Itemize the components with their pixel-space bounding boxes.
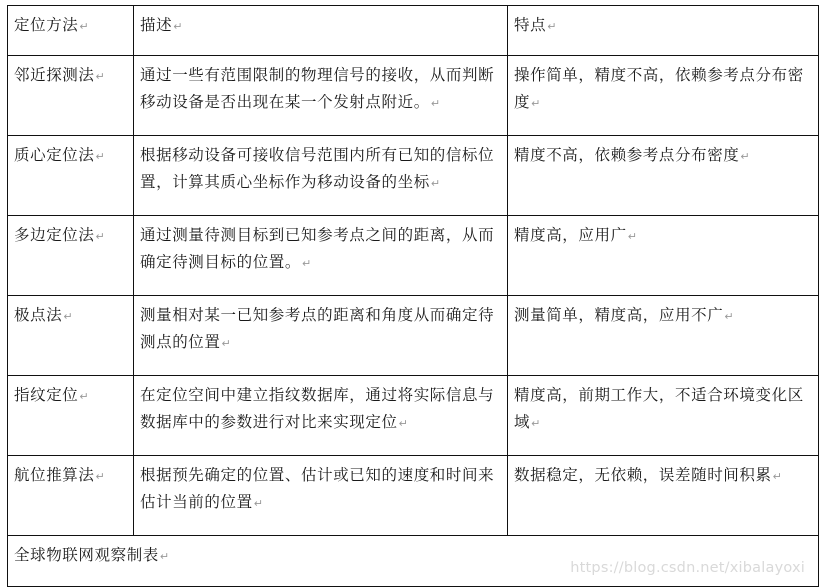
paragraph-mark-icon: ↵ [627,230,638,243]
description-cell: 通过测量待测目标到已知参考点之间的距离，从而确定待测目标的位置。↵ [134,216,508,296]
paragraph-mark-icon: ↵ [95,230,106,243]
watermark: https://blog.csdn.net/xibalayoxi [570,560,805,576]
paragraph-mark-icon: ↵ [173,20,184,33]
table-row [8,56,819,136]
table-row [8,456,819,536]
table-row [8,376,819,456]
table-row [8,136,819,216]
features-cell: 精度高，应用广↵ [508,216,819,296]
features-cell: 操作简单，精度不高，依赖参考点分布密度↵ [508,56,819,136]
method-cell: 极点法↵ [8,296,134,376]
header-cell-features: 特点↵ [508,6,819,56]
positioning-methods-table [7,5,819,587]
description-cell: 根据预先确定的位置、估计或已知的速度和时间来估计当前的位置↵ [134,456,508,536]
method-cell: 多边定位法↵ [8,216,134,296]
features-cell: 精度高，前期工作大，不适合环境变化区域↵ [508,376,819,456]
method-cell: 指纹定位↵ [8,376,134,456]
features-cell: 精度不高，依赖参考点分布密度↵ [508,136,819,216]
table-header-row [8,6,819,56]
paragraph-mark-icon: ↵ [531,97,541,110]
paragraph-mark-icon: ↵ [253,497,264,510]
paragraph-mark-icon: ↵ [430,177,441,190]
features-cell: 测量简单，精度高，应用不广↵ [508,296,819,376]
paragraph-mark-icon: ↵ [724,310,735,323]
paragraph-mark-icon: ↵ [772,470,783,483]
paragraph-mark-icon: ↵ [95,150,106,163]
method-cell: 航位推算法↵ [8,456,134,536]
paragraph-mark-icon: ↵ [95,470,106,483]
paragraph-mark-icon: ↵ [398,417,409,430]
paragraph-mark-icon: ↵ [79,20,90,33]
paragraph-mark-icon: ↵ [740,150,751,163]
table-row [8,296,819,376]
features-cell: 数据稳定，无依赖，误差随时间积累↵ [508,456,819,536]
description-cell: 通过一些有范围限制的物理信号的接收，从而判断移动设备是否出现在某一个发射点附近。↵ [134,56,508,136]
table-row [8,216,819,296]
paragraph-mark-icon: ↵ [531,417,541,430]
paragraph-mark-icon: ↵ [95,70,106,83]
method-cell: 邻近探测法↵ [8,56,134,136]
paragraph-mark-icon: ↵ [221,337,232,350]
description-cell: 在定位空间中建立指纹数据库，通过将实际信息与数据库中的参数进行对比来实现定位↵ [134,376,508,456]
paragraph-mark-icon: ↵ [302,257,312,270]
paragraph-mark-icon: ↵ [79,390,90,403]
method-cell: 质心定位法↵ [8,136,134,216]
header-cell-method: 定位方法↵ [8,6,134,56]
paragraph-mark-icon: ↵ [430,97,441,110]
footer-cell: 全球物联网观察制表↵ [8,536,819,587]
description-cell: 测量相对某一已知参考点的距离和角度从而确定待测点的位置↵ [134,296,508,376]
paragraph-mark-icon: ↵ [63,310,74,323]
paragraph-mark-icon: ↵ [547,20,558,33]
header-cell-description: 描述↵ [134,6,508,56]
paragraph-mark-icon: ↵ [159,550,170,563]
description-cell: 根据移动设备可接收信号范围内所有已知的信标位置，计算其质心坐标作为移动设备的坐标↵ [134,136,508,216]
